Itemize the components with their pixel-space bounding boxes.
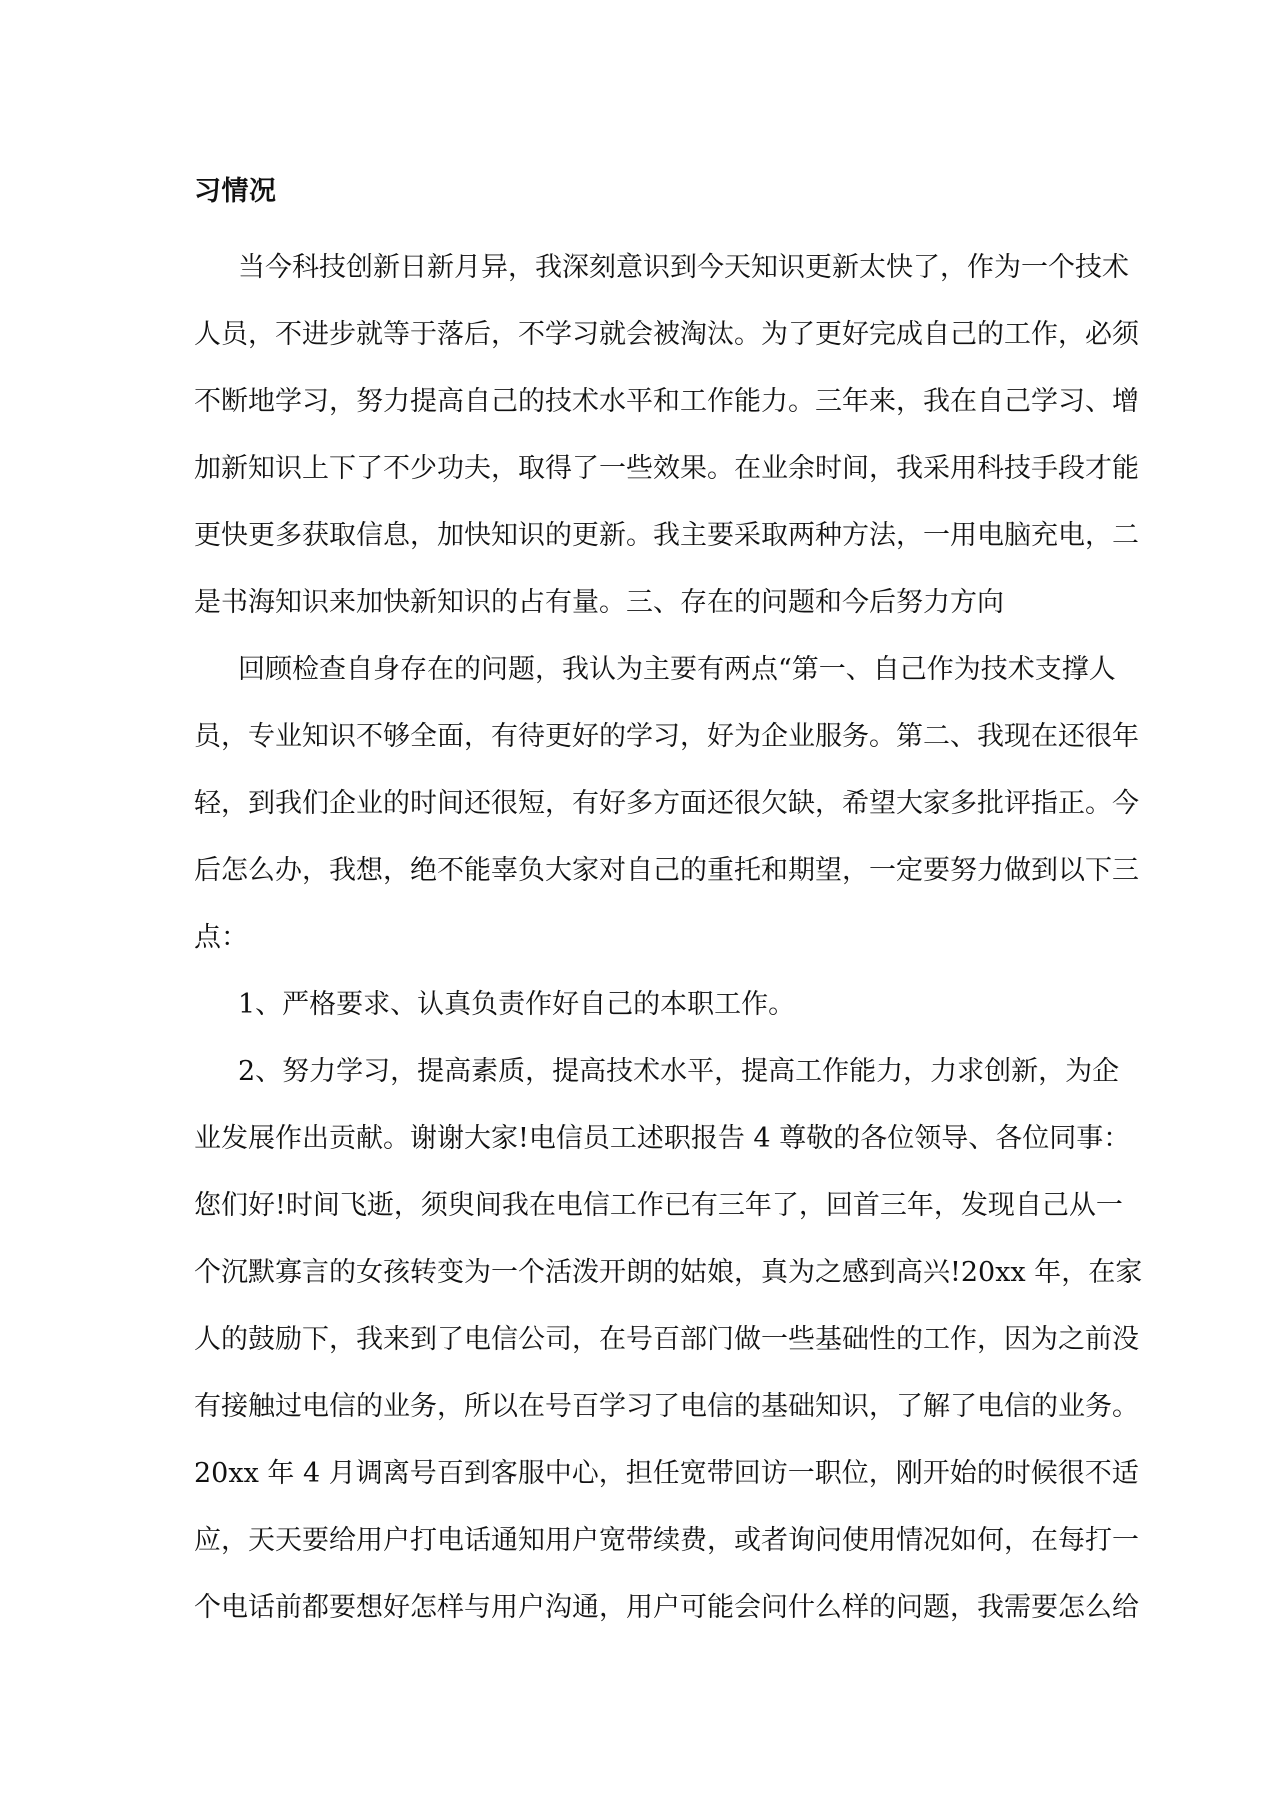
text-line: 个沉默寡言的女孩转变为一个活泼开朗的姑娘，真为之感到高兴!20xx 年，在家 <box>194 1257 1143 1288</box>
text-line: 业发展作出贡献。谢谢大家!电信员工述职报告 4 尊敬的各位领导、各位同事： <box>194 1123 1131 1154</box>
text-line: 2、努力学习，提高素质，提高技术水平，提高工作能力，力求创新，为企 <box>238 1056 1120 1087</box>
text-line: 您们好!时间飞逝，须臾间我在电信工作已有三年了，回首三年，发现自己从一 <box>194 1190 1123 1221</box>
text-line: 后怎么办，我想，绝不能辜负大家对自己的重托和期望，一定要努力做到以下三 <box>194 855 1139 886</box>
text-line: 1、严格要求、认真负责作好自己的本职工作。 <box>238 989 796 1020</box>
paragraph <box>194 234 1139 636</box>
text-line: 个电话前都要想好怎样与用户沟通，用户可能会问什么样的问题，我需要怎么给 <box>194 1592 1139 1623</box>
document-body <box>194 234 1143 1641</box>
text-line: 人员，不进步就等于落后，不学习就会被淘汰。为了更好完成自己的工作，必须 <box>194 319 1139 350</box>
text-line: 点： <box>194 922 248 953</box>
text-line: 加新知识上下了不少功夫，取得了一些效果。在业余时间，我采用科技手段才能 <box>194 453 1139 484</box>
paragraph <box>194 1038 1143 1641</box>
text-line: 人的鼓励下，我来到了电信公司，在号百部门做一些基础性的工作，因为之前没 <box>194 1324 1139 1355</box>
text-line: 更快更多获取信息，加快知识的更新。我主要采取两种方法，一用电脑充电，二 <box>194 520 1139 551</box>
text-line: 有接触过电信的业务，所以在号百学习了电信的基础知识，了解了电信的业务。 <box>194 1391 1139 1422</box>
paragraph <box>194 971 1094 1038</box>
section-heading: 习情况 <box>194 176 277 207</box>
text-line: 轻，到我们企业的时间还很短，有好多方面还很欠缺，希望大家多批评指正。今 <box>194 788 1139 819</box>
text-line: 应，天天要给用户打电话通知用户宽带续费，或者询问使用情况如何，在每打一 <box>194 1525 1139 1556</box>
text-line: 是书海知识来加快新知识的占有量。三、存在的问题和今后努力方向 <box>194 587 1004 618</box>
text-line: 不断地学习，努力提高自己的技术水平和工作能力。三年来，我在自己学习、增 <box>194 386 1139 417</box>
text-line: 当今科技创新日新月异，我深刻意识到今天知识更新太快了，作为一个技术 <box>238 252 1129 283</box>
text-line: 回顾检查自身存在的问题，我认为主要有两点“第一、自己作为技术支撑人 <box>238 654 1116 685</box>
text-line: 员，专业知识不够全面，有待更好的学习，好为企业服务。第二、我现在还很年 <box>194 721 1139 752</box>
paragraph <box>194 636 1139 971</box>
text-line: 20xx 年 4 月调离号百到客服中心，担任宽带回访一职位，刚开始的时候很不适 <box>194 1458 1139 1489</box>
